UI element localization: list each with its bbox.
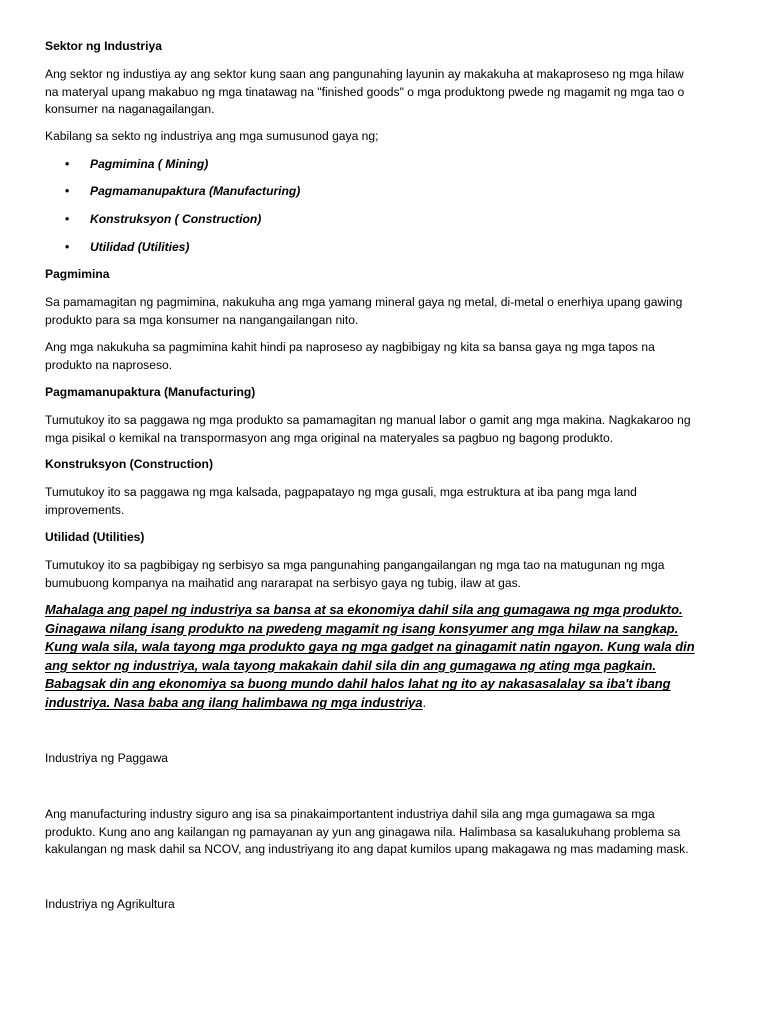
intro-paragraph — [45, 66, 725, 119]
emphasis-line: industriya. Nasa baba ang ilang halimbawa ng mga industriya — [45, 694, 423, 710]
konstruksyon-heading: Konstruksyon (Construction) — [45, 457, 213, 471]
paragraph-line: Sa pamamagitan ng pagmimina, nakukuha ang mga yamang mineral gaya ng metal, di-metal o enerhiya upang gawing — [45, 295, 683, 309]
konstruksyon-paragraph — [45, 484, 725, 519]
bullet-icon: • — [65, 240, 70, 254]
emphasis-line: ang sektor ng industriya, wala tayong makakain dahil sila din ang gumagawa ng ating mga pagkain. — [45, 657, 657, 673]
paragraph-line: Ang manufacturing industry siguro ang isa sa pinakaimportantent industriya dahil sila ang mga gumagawa sa mga — [45, 807, 655, 821]
pagmimina-paragraph-2 — [45, 339, 725, 374]
intro-line: konsumer na naganagailangan. — [45, 102, 215, 116]
utilidad-heading: Utilidad (Utilities) — [45, 530, 145, 544]
intro-line: Ang sektor ng industiya ay ang sektor kung saan ang pangunahing layunin ay makakuha at makaproseso ng mga hilaw — [45, 67, 684, 81]
pagmamanupaktura-paragraph — [45, 412, 725, 447]
paragraph-line: bumubuong kompanya na maihatid ang nararapat na serbisyo gaya ng tubig, ilaw at gas. — [45, 575, 521, 590]
paragraph-line: Ang mga nakukuha sa pagmimina kahit hindi pa naproseso ay nagbibigay ng kita sa bansa gaya ng mga tapos na — [45, 340, 655, 354]
list-item-label: Konstruksyon ( Construction) — [90, 212, 262, 226]
pagmamanupaktura-heading: Pagmamanupaktura (Manufacturing) — [45, 385, 256, 399]
list-item-label: Pagmamanupaktura (Manufacturing) — [90, 184, 301, 198]
emphasis-paragraph — [45, 601, 735, 713]
paragraph-line: kakulangan ng mask dahil sa NCOV, ang industriyang ito ang dapat kumilos upang makagawa ng mas madaming mask. — [45, 842, 689, 856]
list-item-label: Pagmimina ( Mining) — [90, 157, 209, 171]
paragraph-line: produkto para sa mga konsumer na nangangailangan nito. — [45, 312, 359, 327]
emphasis-period: . — [422, 694, 427, 710]
emphasis-line: Babagsak din ang ekonomiya sa buong mundo dahil halos lahat ng ito ay nakasasalalay sa iba't ibang — [45, 676, 671, 692]
list-intro: Kabilang sa sekto ng industriya ang mga sumusunod gaya ng; — [45, 129, 379, 143]
paggawa-paragraph — [45, 806, 725, 859]
paragraph-line: improvements. — [45, 502, 125, 517]
paragraph-line: Tumutukoy ito sa paggawa ng mga produkto sa pamamagitan ng manual labor o gamit ang mga makina. Nagkakaroo ng — [45, 413, 691, 427]
emphasis-line: Ginagawa nilang isang produkto na pwedeng magamit ng isang konsyumer ang mga hilaw na sangkap. — [45, 620, 679, 636]
bullet-icon: • — [65, 157, 70, 171]
paragraph-line: produkto na naproseso. — [45, 357, 173, 372]
emphasis-line: Mahalaga ang papel ng industriya sa bansa at sa ekonomiya dahil sila ang gumagawa ng mga produkto. — [45, 602, 683, 617]
intro-line: na materyal upang makabuo ng mga tinatawag na "finished goods" o mga produktong pwede ng magamit ng mga tao o — [45, 84, 685, 99]
paragraph-line: produkto. Kung ano ang kailangan ng pamayanan ay yun ang ginagawa nila. Halimbasa sa kasalukuhang problema sa — [45, 824, 681, 839]
utilidad-paragraph — [45, 557, 725, 592]
agrikultura-heading: Industriya ng Agrikultura — [45, 897, 175, 911]
paggawa-heading: Industriya ng Paggawa — [45, 751, 169, 765]
pagmimina-paragraph-1 — [45, 294, 725, 329]
bullet-icon: • — [65, 184, 70, 198]
document-title: Sektor ng Industriya — [45, 39, 162, 53]
paragraph-line: Tumutukoy ito sa pagbibigay ng serbisyo sa mga pangunahing pangangailangan ng mga tao na matugunan ng mga — [45, 558, 665, 572]
list-item-label: Utilidad (Utilities) — [90, 240, 190, 254]
paragraph-line: mga pisikal o kemikal na transpormasyon ang mga original na materyales sa pagbuo ng bagong produkto. — [45, 430, 614, 445]
bullet-icon: • — [65, 212, 70, 226]
emphasis-line: Kung wala sila, wala tayong mga produkto gaya ng mga gadget na ginagamit natin ngayon. Kung wala din — [45, 639, 695, 655]
pagmimina-heading: Pagmimina — [45, 267, 110, 281]
paragraph-line: Tumutukoy ito sa paggawa ng mga kalsada, pagpapatayo ng mga gusali, mga estruktura at iba pang mga land — [45, 485, 637, 499]
